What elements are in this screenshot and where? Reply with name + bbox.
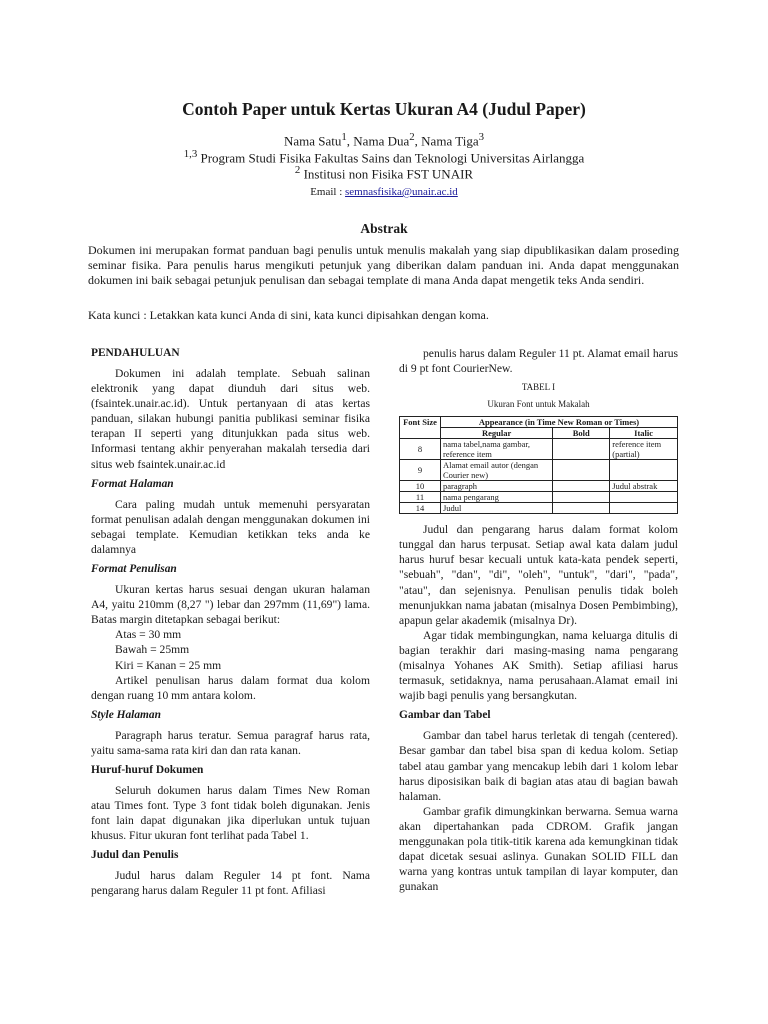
table-cell-size: 8 <box>400 439 441 460</box>
table-cell-regular: nama pengarang <box>441 492 553 503</box>
font-size-table <box>399 416 678 514</box>
margin-item: Atas = 30 mm <box>115 628 182 642</box>
author-superscript: 3 <box>478 131 485 143</box>
table-cell-regular: Alamat email autor (dengan Courier new) <box>441 460 553 481</box>
table-row <box>400 481 678 492</box>
table-cell-bold <box>553 439 610 460</box>
subsection-heading: Judul dan Penulis <box>91 849 179 862</box>
author-superscript: 2 <box>409 131 415 143</box>
table-row <box>400 492 678 503</box>
author-superscript: 1 <box>341 131 347 143</box>
margin-item: Bawah = 25mm <box>115 643 190 657</box>
table-cell-regular: Judul <box>441 503 553 514</box>
author-separator: , <box>346 133 354 149</box>
paragraph: Seluruh dokumen harus dalam Times New Roman atau Times font. Type 3 font tidak boleh digunakan. Jenis font lain dapat digunakan jika diperlukan untuk tujuan khusus. Fitur ukuran font terlihat pada Tabel 1. <box>91 783 370 843</box>
table-label: TABEL I <box>521 382 556 393</box>
section-heading: PENDAHULUAN <box>91 347 180 359</box>
table-header-bold: Bold <box>553 428 610 439</box>
affiliation-text: Program Studi Fisika Fakultas Sains dan Teknologi Universitas Airlangga <box>200 150 585 166</box>
paragraph: Gambar dan tabel harus terletak di tengah (centered). Besar gambar dan tabel bisa span di kedua kolom. Setiap tabel atau gambar yang mencakup lebih dari 1 kolom lebar harus diposisikan baik di bagian atas atau di bagian bawah halaman. <box>399 729 678 803</box>
table-cell-bold <box>553 492 610 503</box>
paper-title: Contoh Paper untuk Kertas Ukuran A4 (Judul Paper) <box>182 99 586 119</box>
paragraph: Cara paling mudah untuk memenuhi persyaratan format penulisan adalah dengan menggunakan dokumen ini sebagai template. Kemudian ketikkan teks anda ke dalamnya <box>91 497 370 556</box>
table-cell-size: 11 <box>400 492 441 503</box>
abstract-text: Dokumen ini merupakan format panduan bagi penulis untuk menulis makalah yang siap dipublikasikan dalam proseding seminar fisika. Para penulis harus mengikuti petunjuk yang diberikan dalam panduan ini. Anda dapat menggunakan dokumen ini baik sebagai petunjuk penulisan dan sebagai template di mana Anda dapat mengetik teks Anda sendiri. <box>88 243 679 287</box>
table-caption: Ukuran Font untuk Makalah <box>487 399 590 410</box>
table-cell-italic: Judul abstrak <box>610 481 678 492</box>
paragraph: Agar tidak membingungkan, nama keluarga ditulis di bagian terakhir dari masing-masing nama pengarang (misalnya Yohanes AK Smith). Setiap afiliasi harus termasuk, setidaknya, nama perusahaan.Alamat email ini wajib bagi penulis yang bersangkutan. <box>399 628 678 703</box>
subsection-heading: Format Penulisan <box>91 563 177 576</box>
paragraph: Judul dan pengarang harus dalam format kolom tunggal dan harus terpusat. Setiap awal kata dalam judul harus huruf besar kecuali untuk kata-kata pendek seperti, "sebuah", "dan", "di", "oleh", "untuk", "dari", "pada", "atau", dan sejenisnya. Penulisan penulis tidak boleh menunjukkan nama jabatan (misalnya Dosen Pembimbing), apapun gelar akademik (misalnya Dr). <box>399 523 678 627</box>
paragraph: penulis harus dalam Reguler 11 pt. Alamat email harus di 9 pt font CourierNew. <box>399 347 678 376</box>
subsection-heading: Style Halaman <box>91 708 161 721</box>
table-cell-italic <box>610 460 678 481</box>
table-cell-size: 10 <box>400 481 441 492</box>
author-list <box>0 131 768 149</box>
paragraph: Dokumen ini adalah template. Sebuah salinan elektronik yang dapat diunduh dari situs web. (fsaintek.unair.ac.id). Untuk pertanyaan di atas kertas panduan, silakan hubungi panitia publikasi seminar fisika terapan II seperti yang ditunjukkan pada situs web. Informasi tentang akhir penyerahan makalah tersedia dari situs web fsaintek.unair.ac.id <box>91 367 370 471</box>
table-cell-bold <box>553 481 610 492</box>
paragraph: Paragraph harus teratur. Semua paragraf harus rata, yaitu sama-sama rata kiri dan dan rata kanan. <box>91 728 370 757</box>
margin-item: Kiri = Kanan = 25 mm <box>115 658 222 672</box>
subsection-heading: Format Halaman <box>91 477 174 490</box>
table-row <box>400 439 678 460</box>
table-cell-bold <box>553 460 610 481</box>
table-header-size: Font Size <box>400 417 441 439</box>
right-column <box>399 346 678 894</box>
abstract-heading: Abstrak <box>360 221 408 236</box>
affiliation-superscript: 1,3 <box>183 148 198 160</box>
table-cell-regular: nama tabel,nama gambar, reference item <box>441 439 553 460</box>
subsection-heading: Huruf-huruf Dokumen <box>91 763 204 776</box>
paragraph: Judul harus dalam Reguler 14 pt font. Nama pengarang harus dalam Reguler 11 pt font. Afiliasi <box>91 869 370 898</box>
table-header-regular: Regular <box>441 428 553 439</box>
table-row <box>400 503 678 514</box>
author-name: Nama Tiga <box>421 133 479 149</box>
affiliation-2 <box>0 164 768 182</box>
author-name: Nama Dua <box>353 133 410 149</box>
table-cell-size: 14 <box>400 503 441 514</box>
table-row <box>400 460 678 481</box>
affiliation-superscript: 2 <box>294 164 301 176</box>
table-cell-regular: paragraph <box>441 481 553 492</box>
keywords: Kata kunci : Letakkan kata kunci Anda di sini, kata kunci dipisahkan dengan koma. <box>88 308 489 322</box>
table-cell-italic: reference item (partial) <box>610 439 678 460</box>
table-cell-bold <box>553 503 610 514</box>
left-column <box>91 346 370 899</box>
paragraph: Ukuran kertas harus sesuai dengan ukuran halaman A4, yaitu 210mm (8,27 ") lebar dan 297mm (11,69") lama. Batas margin ditetapkan sebagai berikut: <box>91 583 370 627</box>
email-label: Email : <box>310 186 346 198</box>
table-header-appearance: Appearance (in Time New Roman or Times) <box>441 417 678 428</box>
author-name: Nama Satu <box>283 133 342 149</box>
affiliation-text: Institusi non Fisika FST UNAIR <box>303 166 474 182</box>
table-cell-size: 9 <box>400 460 441 481</box>
table-cell-italic <box>610 503 678 514</box>
email-line <box>0 186 768 198</box>
paragraph: Artikel penulisan harus dalam format dua kolom dengan ruang 10 mm antara kolom. <box>91 673 370 702</box>
author-separator: , <box>414 133 422 149</box>
table-cell-italic <box>610 492 678 503</box>
email-link[interactable]: semnasfisika@unair.ac.id <box>345 186 458 198</box>
subsection-heading: Gambar dan Tabel <box>399 709 491 722</box>
table-header-italic: Italic <box>610 428 678 439</box>
paragraph: Gambar grafik dimungkinkan berwarna. Semua warna akan dipertahankan pada CDROM. Grafik jangan menggunakan pola titik-titik karena ada kemungkinan tidak dapat dicetak sesuai aslinya. Gunakan SOLID FILL dan warna yang kontras untuk tampilan di layar komputer, dan gunakan <box>399 804 678 894</box>
